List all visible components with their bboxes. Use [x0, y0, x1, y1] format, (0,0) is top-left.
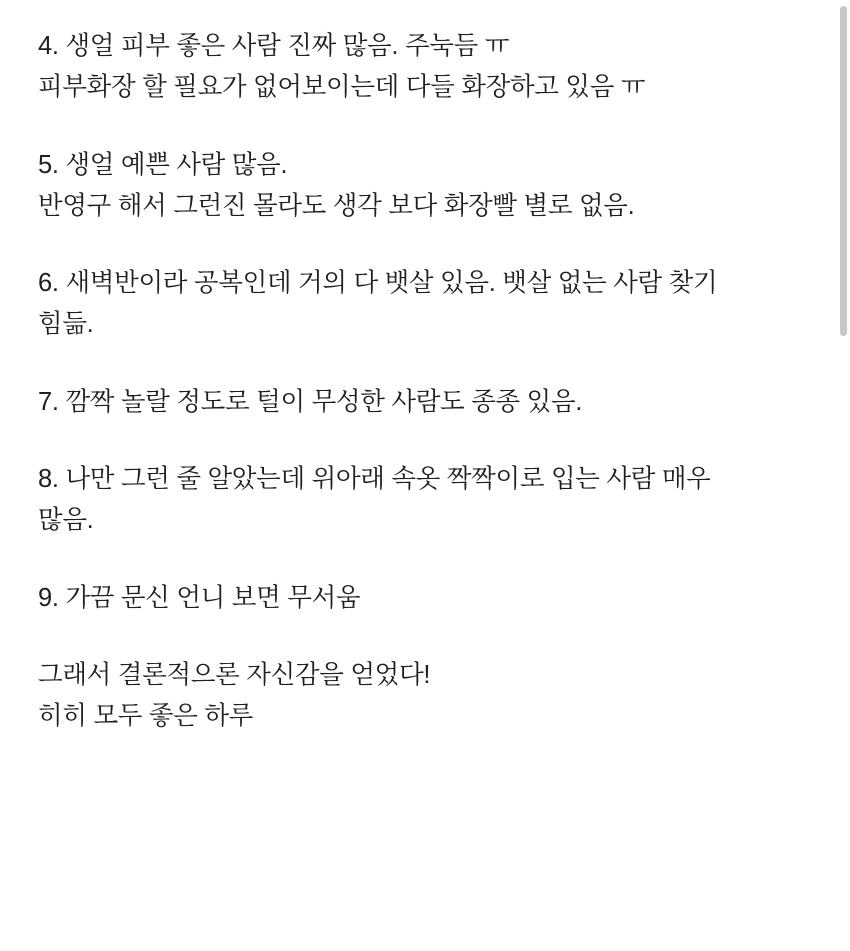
paragraph-line: 반영구 해서 그런진 몰라도 생각 보다 화장빨 별로 없음.: [38, 191, 635, 220]
paragraph-item-9: [38, 578, 802, 619]
paragraph-item-5: [38, 145, 802, 228]
vertical-scrollbar[interactable]: [836, 0, 850, 951]
paragraph-line: 히히 모두 좋은 하루: [38, 702, 254, 731]
paragraph-line: 5. 생얼 예쁜 사람 많음.: [38, 150, 288, 179]
scrollbar-thumb[interactable]: [840, 6, 847, 336]
paragraph-line: 6. 새벽반이라 공복인데 거의 다 뱃살 있음. 뱃살 없는 사람 찾기: [38, 269, 718, 298]
paragraph-line: 힘듦.: [38, 310, 94, 339]
paragraph-item-6: [38, 263, 802, 346]
paragraph-conclusion: [38, 655, 802, 738]
paragraph-line: 4. 생얼 피부 좋은 사람 진짜 많음. 주눅듬 ㅠ: [38, 32, 510, 60]
paragraph-item-8: [38, 459, 802, 542]
paragraph-line: 피부화장 할 필요가 없어보이는데 다들 화장하고 있음 ㅠ: [38, 73, 646, 102]
paragraph-item-7: [38, 382, 802, 423]
paragraph-line: 7. 깜짝 놀랄 정도로 털이 무성한 사람도 종종 있음.: [38, 387, 583, 416]
paragraph-line: 그래서 결론적으론 자신감을 얻었다!: [38, 660, 431, 689]
paragraph-line: 8. 나만 그런 줄 알았는데 위아래 속옷 짝짝이로 입는 사람 매우: [38, 465, 711, 494]
paragraph-line: 9. 가끔 문신 언니 보면 무서움: [38, 583, 361, 612]
paragraph-item-4: [38, 26, 802, 109]
paragraph-line: 많음.: [38, 506, 94, 535]
